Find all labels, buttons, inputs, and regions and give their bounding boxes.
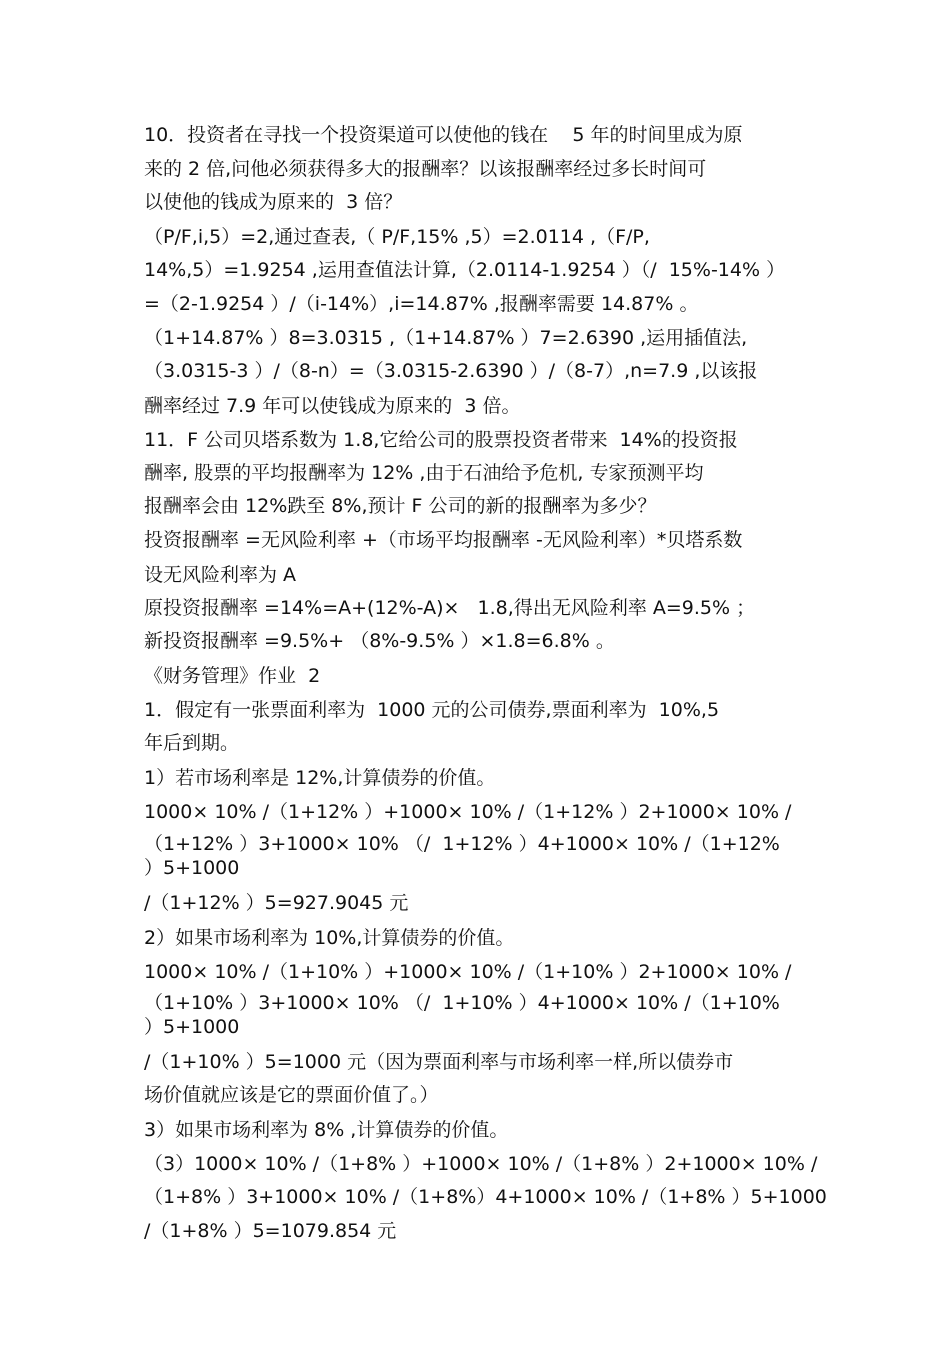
text-line: 场价值就应该是它的票面价值了。） — [144, 1084, 439, 1106]
text-line: 设无风险利率为 A — [144, 564, 297, 586]
text-line: （1+14.87% ）8=3.0315 ,（1+14.87% ）7=2.6390 ,运用插值法, — [144, 327, 748, 349]
text-line: =（2-1.9254 ）/（i-14%）,i=14.87% ,报酬率需要 14.87% 。 — [144, 293, 699, 315]
text-line: /（1+10% ）5=1000 元（因为票面利率与市场利率一样,所以债券市 — [144, 1051, 734, 1073]
text-line: （1+8% ）3+1000× 10% /（1+8%）4+1000× 10% /（1+8% ）5+1000 — [144, 1186, 827, 1208]
text-line: 酬率经过 7.9 年可以使钱成为原来的 3 倍。 — [144, 395, 521, 417]
text-line: 14%,5）=1.9254 ,运用查值法计算,（2.0114-1.9254 ）（/ 15%-14% ） — [144, 259, 786, 281]
text-line: （P/F,i,5）=2,通过查表,（ P/F,15% ,5）=2.0114 ,（F/P, — [144, 226, 650, 248]
text-line: /（1+12% ）5=927.9045 元 — [144, 892, 409, 914]
text-line: 酬率, 股票的平均报酬率为 12% ,由于石油给予危机, 专家预测平均 — [144, 462, 704, 484]
text-line: 报酬率会由 12%跌至 8%,预计 F 公司的新的报酬率为多少？ — [144, 495, 657, 517]
text-line: 2）如果市场利率为 10%,计算债券的价值。 — [144, 927, 515, 949]
text-line: ）5+1000 — [144, 1016, 240, 1038]
text-line: 新投资报酬率 =9.5%+ （8%-9.5% ）×1.8=6.8% 。 — [144, 630, 615, 652]
text-line: 11．F 公司贝塔系数为 1.8,它给公司的股票投资者带来 14%的投资报 — [144, 429, 738, 451]
text-line: （1+10% ）3+1000× 10% （/ 1+10% ）4+1000× 10% /（1+10% — [144, 992, 780, 1014]
text-line: 以使他的钱成为原来的 3 倍？ — [144, 191, 403, 213]
text-line: 投资报酬率 =无风险利率 +（市场平均报酬率 -无风险利率）*贝塔系数 — [144, 529, 743, 551]
text-line: （3）1000× 10% /（1+8% ）+1000× 10% /（1+8% ）2+1000× 10% / — [144, 1153, 818, 1175]
text-line: （3.0315-3 ）/（8-n）=（3.0315-2.6390 ）/（8-7）,n=7.9 ,以该报 — [144, 360, 758, 382]
text-line: 1）若市场利率是 12%,计算债券的价值。 — [144, 767, 496, 789]
text-line: 1．假定有一张票面利率为 1000 元的公司债券,票面利率为 10%,5 — [144, 699, 720, 721]
text-line: 来的 2 倍,问他必须获得多大的报酬率？以该报酬率经过多长时间可 — [144, 158, 707, 180]
text-line: 1000× 10% /（1+10% ）+1000× 10% /（1+10% ）2+1000× 10% / — [144, 961, 792, 983]
text-line: ）5+1000 — [144, 857, 240, 879]
section-heading: 《财务管理》作业 2 — [144, 665, 321, 687]
text-line: 10．投资者在寻找一个投资渠道可以使他的钱在 5 年的时间里成为原 — [144, 124, 743, 146]
text-line: 1000× 10% /（1+12% ）+1000× 10% /（1+12% ）2+1000× 10% / — [144, 801, 792, 823]
text-line: 3）如果市场利率为 8% ,计算债券的价值。 — [144, 1119, 509, 1141]
text-line: （1+12% ）3+1000× 10% （/ 1+12% ）4+1000× 10% /（1+12% — [144, 833, 780, 855]
text-line: /（1+8% ）5=1079.854 元 — [144, 1220, 397, 1242]
text-line: 原投资报酬率 =14%=A+(12%-A)× 1.8,得出无风险利率 A=9.5% ； — [144, 597, 756, 619]
text-line: 年后到期。 — [144, 732, 240, 754]
